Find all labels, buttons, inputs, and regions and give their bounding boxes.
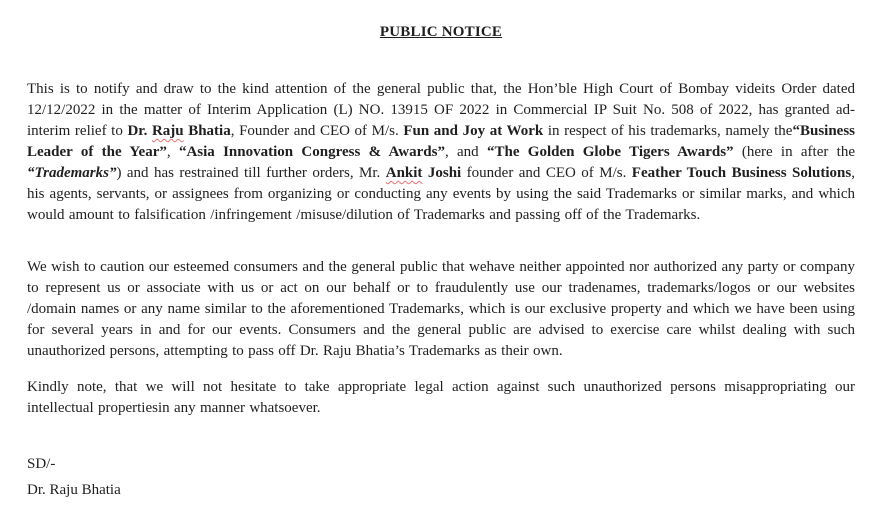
text-run: Dr. <box>127 123 152 139</box>
text-run: , and <box>444 144 487 160</box>
text-run: “Business Leader of the Year” <box>27 123 855 160</box>
text-run: We wish to caution our esteemed consumers and the general public that wehave neither appointed nor authorized any party or company to represent us or associate with us or act on our behalf or to fraudulently use our tradenames, trademarks/logos or our websites /domain names or any name similar to the aforementioned Trademarks, which is our exclusive property and which we have been using for several years in and for our events. Consumers and the general public are advised to exercise care whilst dealing with such unauthorized persons, attempting to pass off Dr. Raju Bhatia’s Trademarks as their own. <box>27 259 855 359</box>
text-run: Ankit <box>385 165 423 181</box>
text-run: founder and CEO of M/s. <box>461 165 632 181</box>
text-run: ) and has restrained till further orders, Mr. <box>116 165 386 181</box>
text-run: , his agents, servants, or assignees from organizing or conducting any events by using the said Trademarks or similar marks, and which would amount to falsification /infringement /misuse/dilution of Trademarks and passing off of the Trademarks. <box>27 165 855 223</box>
document-title: PUBLIC NOTICE <box>379 24 503 40</box>
text-run: “Trademarks” <box>27 165 117 181</box>
notice-paragraph-2 <box>27 257 855 362</box>
notice-paragraph-3 <box>27 377 855 419</box>
text-run: Raju <box>151 123 184 139</box>
text-run: (here in after the <box>733 144 856 160</box>
text-run: Bhatia <box>183 123 231 139</box>
text-run: Kindly note, that we will not hesitate to take appropriate legal action against such unauthorized persons misappropriating our intellectual propertiesin any manner whatsoever. <box>27 379 855 416</box>
text-run: This is to notify and draw to the kind attention of the general public that, the Hon’ble High Court of Bombay videits Order dated 12/12/2022 in the matter of Interim Application (L) NO. 13915 OF 2022 in Commercial IP Suit No. 508 of 2022, has granted ad-interim relief to <box>27 81 855 139</box>
text-run: “The Golden Globe Tigers Awards” <box>486 144 734 160</box>
signature-sd: SD/- <box>27 456 56 472</box>
text-run: Fun and Joy at Work <box>403 123 544 139</box>
text-run: Joshi <box>422 165 462 181</box>
text-run: Feather Touch Business Solutions <box>631 165 852 181</box>
text-run: in respect of his trademarks, namely the <box>543 123 793 139</box>
notice-paragraph-1 <box>27 79 855 226</box>
signature-name: Dr. Raju Bhatia <box>27 482 121 498</box>
text-run: , Founder and CEO of M/s. <box>230 123 404 139</box>
text-run: , <box>166 144 179 160</box>
text-run: “Asia Innovation Congress & Awards” <box>178 144 445 160</box>
